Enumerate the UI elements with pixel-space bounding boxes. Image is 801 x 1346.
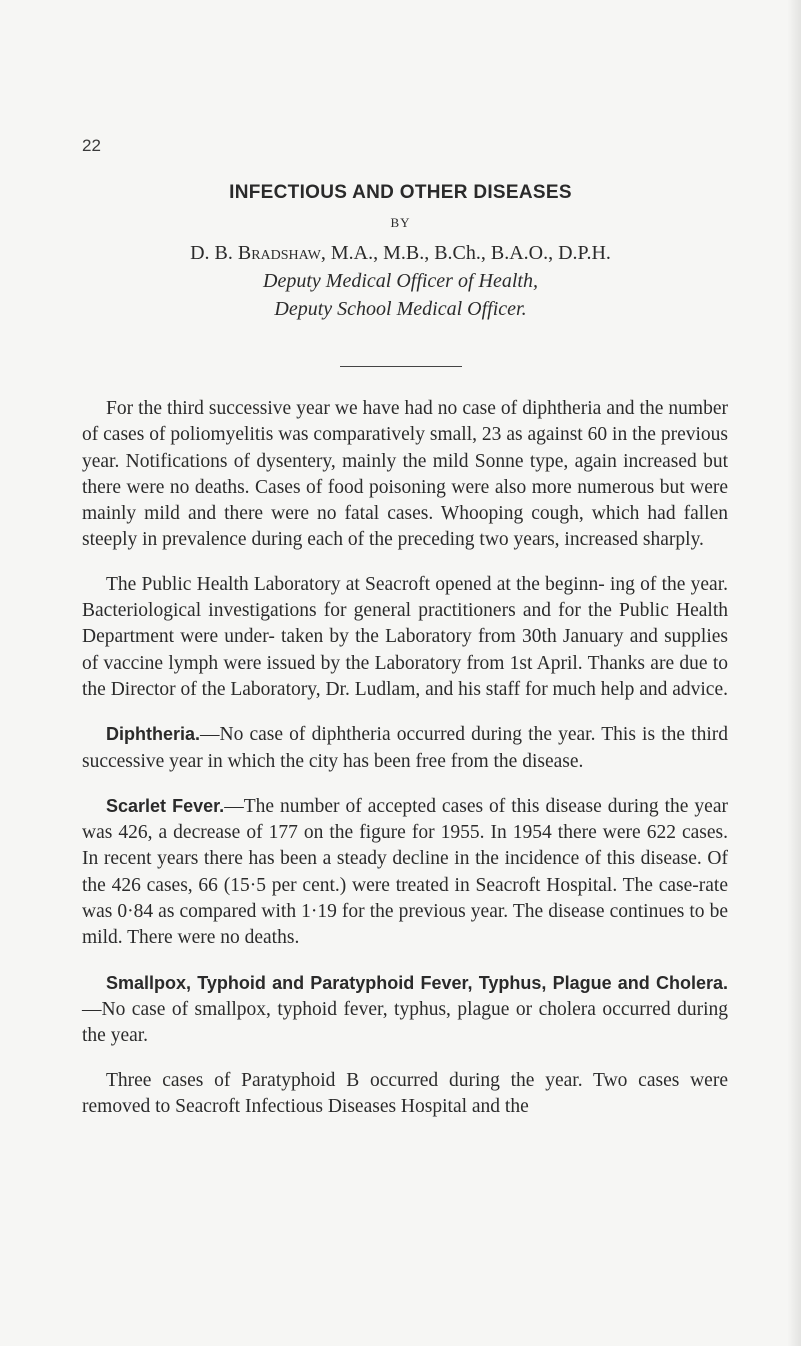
smallpox-text: —No case of smallpox, typhoid fever, typhus, plague or cholera occurred during the year.	[82, 998, 728, 1047]
intro-paragraph-2: The Public Health Laboratory at Seacroft opened at the beginn- ing of the year. Bacteriological investigations for general practitioners and for the Public Health Department were under- taken by the Laboratory from 30th January and supplies of vaccine lymph were issued by the Laboratory from 1st April. Thanks are due to the Director of the Laboratory, Dr. Ludlam, and his staff for much help and advice.	[82, 573, 728, 700]
article-header	[0, 178, 801, 367]
diphtheria-paragraph	[82, 721, 728, 775]
article-title: INFECTIOUS AND OTHER DISEASES	[229, 182, 572, 203]
scarlet-fever-text: —The number of accepted cases of this disease during the year was 426, a decrease of 177 on the figure for 1955. In 1954 there were 622 cases. In recent years there has been a steady decline in the incidence of this disease. Of the 426 cases, 66 (15·5 per cent.) were treated in Seacroft Hospital. The case-rate was 0·84 as compared with 1·19 for the previous year. The disease continues to be mild. There were no deaths.	[82, 795, 728, 949]
author-role-2: Deputy School Medical Officer.	[274, 298, 527, 320]
paratyphoid-paragraph: Three cases of Paratyphoid B occurred during the year. Two cases were removed to Seacroft Infectious Diseases Hospital and the	[82, 1069, 728, 1117]
smallpox-paragraph	[82, 970, 728, 1050]
intro-paragraph-1: For the third successive year we have had no case of diphtheria and the number of cases of poliomyelitis was comparatively small, 23 as against 60 in the previous year. Notifications of dysentery, mainly the mild Sonne type, again increased but there were no deaths. Cases of food poisoning were also more numerous but were mainly mild and there were no fatal cases. Whooping cough, which had fallen steeply in prevalence during each of the preceding two years, increased sharply.	[82, 398, 728, 551]
diphtheria-text: —No case of diphtheria occurred during the year. This is the third successive year in which the city has been free from the disease.	[82, 724, 728, 772]
author-role-1: Deputy Medical Officer of Health,	[263, 270, 538, 292]
article-body	[82, 396, 728, 1138]
diphtheria-heading: Diphtheria.	[106, 724, 201, 745]
page-number: 22	[82, 136, 101, 155]
by-line: BY	[390, 215, 411, 230]
smallpox-heading: Smallpox, Typhoid and Paratyphoid Fever, Typhus, Plague and Cholera.	[106, 972, 728, 993]
author-line	[0, 239, 801, 267]
author-surname: Bradshaw,	[237, 242, 326, 264]
author-initials: D. B.	[190, 242, 233, 264]
scarlet-fever-paragraph	[82, 793, 728, 952]
author-degrees: M.A., M.B., B.Ch., B.A.O., D.P.H.	[330, 242, 611, 264]
header-divider	[340, 366, 462, 367]
scarlet-fever-heading: Scarlet Fever.	[106, 795, 225, 816]
